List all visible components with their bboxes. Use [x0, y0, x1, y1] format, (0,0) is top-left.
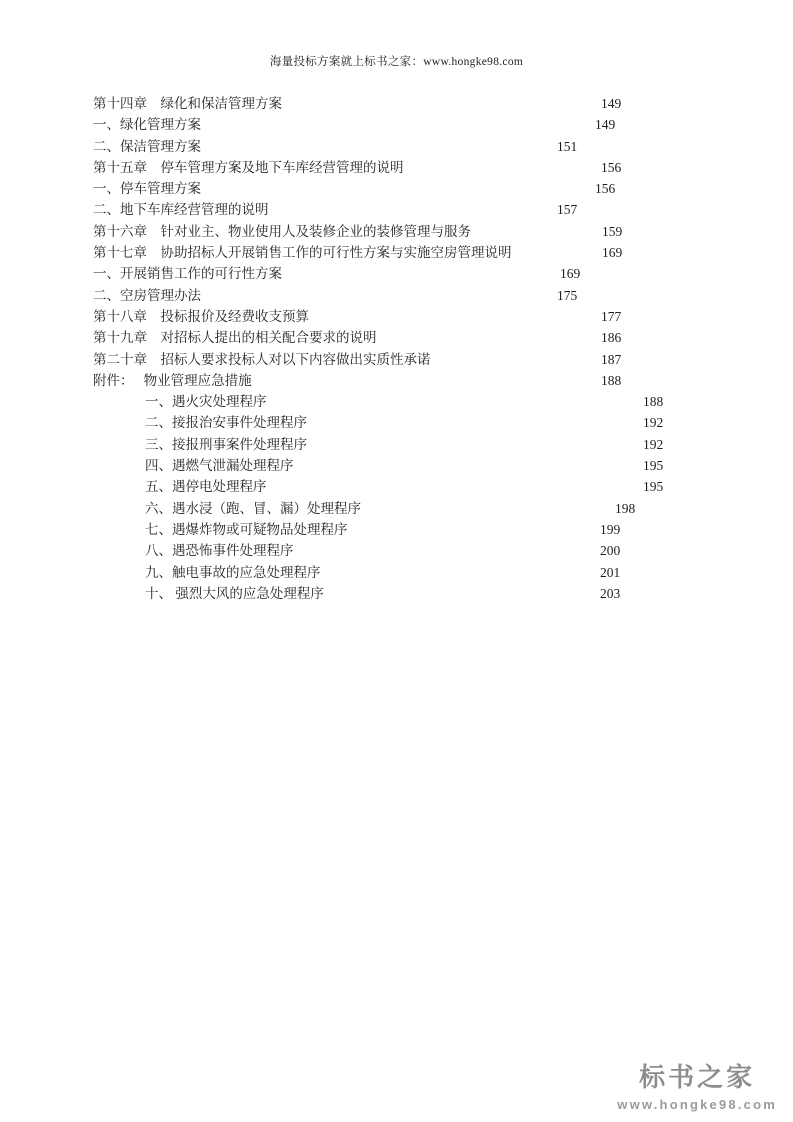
- toc-entry-title: 第十七章 协助招标人开展销售工作的可行性方案与实施空房管理说明: [93, 245, 512, 261]
- toc-entry-page-number: 199: [600, 521, 621, 537]
- toc-entry: [0, 263, 793, 284]
- page-header-text: 海量投标方案就上标书之家：www.hongke98.com: [269, 56, 524, 68]
- toc-entry-page-number: 151: [557, 138, 578, 154]
- toc-entry: [0, 455, 793, 476]
- toc-entry-page-number: 169: [560, 266, 581, 282]
- toc-entry: [0, 285, 793, 306]
- toc-entry-page-number: 188: [601, 372, 622, 388]
- toc-entry-page-number: 192: [643, 436, 664, 452]
- toc-entry-title: 二、空房管理办法: [93, 287, 201, 303]
- table-of-contents: [0, 93, 793, 604]
- toc-entry-page-number: 156: [601, 159, 622, 175]
- toc-entry: [0, 540, 793, 561]
- toc-entry: [0, 136, 793, 157]
- toc-entry-page-number: 177: [601, 308, 622, 324]
- toc-entry-page-number: 203: [600, 585, 621, 601]
- toc-entry-title: 三、接报刑事案件处理程序: [145, 436, 307, 452]
- toc-entry: [0, 519, 793, 540]
- toc-entry-page-number: 201: [600, 564, 621, 580]
- toc-entry-title: 附件： 物业管理应急措施: [93, 372, 252, 388]
- toc-entry-page-number: 186: [601, 330, 622, 346]
- toc-entry-title: 二、保洁管理方案: [93, 138, 201, 154]
- toc-entry-page-number: 195: [643, 479, 664, 495]
- toc-entry-page-number: 169: [602, 245, 623, 261]
- toc-entry: [0, 498, 793, 519]
- toc-entry-page-number: 149: [601, 96, 622, 111]
- toc-entry: [0, 583, 793, 604]
- toc-entry: [0, 306, 793, 327]
- toc-entry-title: 一、遇火灾处理程序: [145, 394, 267, 410]
- toc-entry-title: 五、遇停电处理程序: [145, 479, 267, 495]
- toc-entry: [0, 221, 793, 242]
- watermark-logo: 标书之家: [639, 1062, 756, 1092]
- toc-entry: [0, 434, 793, 455]
- toc-entry-page-number: 200: [600, 543, 621, 559]
- toc-entry: [0, 412, 793, 433]
- toc-entry: [0, 327, 793, 348]
- toc-entry-page-number: 192: [643, 415, 664, 431]
- toc-entry: [0, 242, 793, 263]
- toc-entry: [0, 476, 793, 497]
- toc-entry-title: 四、遇燃气泄漏处理程序: [145, 458, 294, 474]
- toc-entry-page-number: 156: [595, 181, 616, 197]
- toc-entry-title: 八、遇恐怖事件处理程序: [145, 543, 294, 559]
- toc-entry-title: 第十四章 绿化和保洁管理方案: [93, 96, 282, 111]
- toc-entry-title: 九、触电事故的应急处理程序: [145, 564, 321, 580]
- toc-entry-page-number: 187: [601, 351, 622, 367]
- toc-entry: [0, 178, 793, 199]
- toc-entry-title: 二、地下车库经营管理的说明: [93, 202, 269, 218]
- toc-entry-page-number: 159: [602, 223, 623, 239]
- toc-entry-title: 一、停车管理方案: [93, 181, 201, 197]
- toc-entry-page-number: 149: [595, 117, 616, 133]
- toc-entry-page-number: 157: [557, 202, 578, 218]
- toc-entry-page-number: 188: [643, 394, 664, 410]
- toc-entry-title: 第十六章 针对业主、物业使用人及装修企业的装修管理与服务: [93, 223, 471, 239]
- toc-entry: [0, 93, 793, 114]
- toc-entry-title: 第十九章 对招标人提出的相关配合要求的说明: [93, 330, 377, 346]
- toc-entry: [0, 391, 793, 412]
- toc-entry: [0, 562, 793, 583]
- toc-entry-title: 第二十章 招标人要求投标人对以下内容做出实质性承诺: [93, 351, 431, 367]
- toc-entry-title: 第十八章 投标报价及经费收支预算: [93, 308, 309, 324]
- toc-entry-title: 六、遇水浸（跑、冒、漏）处理程序: [145, 500, 361, 516]
- toc-entry-title: 二、接报治安事件处理程序: [145, 415, 307, 431]
- toc-entry: [0, 349, 793, 370]
- toc-entry: [0, 370, 793, 391]
- toc-entry: [0, 114, 793, 135]
- toc-entry-title: 一、绿化管理方案: [93, 117, 201, 133]
- watermark: [617, 1057, 777, 1112]
- toc-entry-title: 一、开展销售工作的可行性方案: [93, 266, 282, 282]
- toc-entry: [0, 199, 793, 220]
- watermark-url: www.hongke98.com: [617, 1097, 777, 1112]
- toc-entry-title: 七、遇爆炸物或可疑物品处理程序: [145, 521, 348, 537]
- toc-entry-title: 十、 强烈大风的应急处理程序: [145, 585, 324, 601]
- toc-entry-title: 第十五章 停车管理方案及地下车库经营管理的说明: [93, 159, 404, 175]
- toc-entry-page-number: 195: [643, 458, 664, 474]
- toc-entry: [0, 157, 793, 178]
- toc-entry-page-number: 175: [557, 287, 578, 303]
- toc-entry-page-number: 198: [615, 500, 636, 516]
